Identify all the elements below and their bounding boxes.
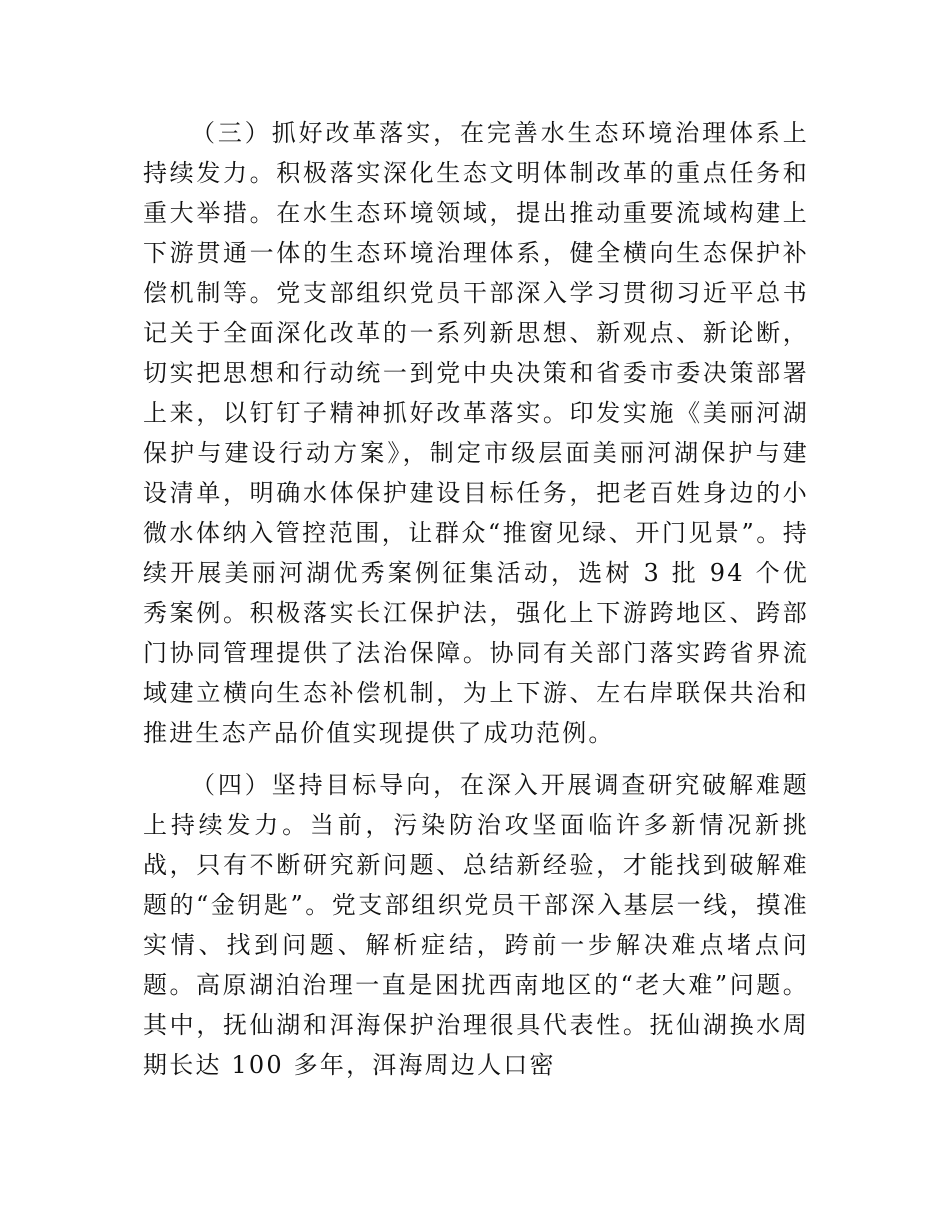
paragraph-section-four: （四）坚持目标导向，在深入开展调查研究破解难题上持续发力。当前，污染防治攻坚面临许多新情况新挑战，只有不断研究新问题、总结新经验，才能找到破解难题的“金钥匙”。党支部组织党员干部深入基层一线，摸准实情、找到问题、解析症结，跨前一步解决难点堵点问题。高原湖泊治理一直是困扰西南地区的“老大难”问题。其中，抚仙湖和洱海保护治理很具代表性。抚仙湖换水周期长达 100 多年，洱海周边人口密 (143, 771, 809, 1079)
paragraph-section-three: （三）抓好改革落实，在完善水生态环境治理体系上持续发力。积极落实深化生态文明体制改革的重点任务和重大举措。在水生态环境领域，提出推动重要流域构建上下游贯通一体的生态环境治理体系，健全横向生态保护补偿机制等。党支部组织党员干部深入学习贯彻习近平总书记关于全面深化改革的一系列新思想、新观点、新论断，切实把思想和行动统一到党中央决策和省委市委决策部署上来，以钉钉子精神抓好改革落实。印发实施《美丽河湖保护与建设行动方案》，制定市级层面美丽河湖保护与建设清单，明确水体保护建设目标任务，把老百姓身边的小微水体纳入管控范围，让群众“推窗见绿、开门见景”。持续开展美丽河湖优秀案例征集活动，选树 3 批 94 个优秀案例。积极落实长江保护法，强化上下游跨地区、跨部门协同管理提供了法治保障。协同有关部门落实跨省界流域建立横向生态补偿机制，为上下游、左右岸联保共治和推进生态产品价值实现提供了成功范例。 (143, 119, 809, 747)
document-body (143, 113, 809, 1085)
